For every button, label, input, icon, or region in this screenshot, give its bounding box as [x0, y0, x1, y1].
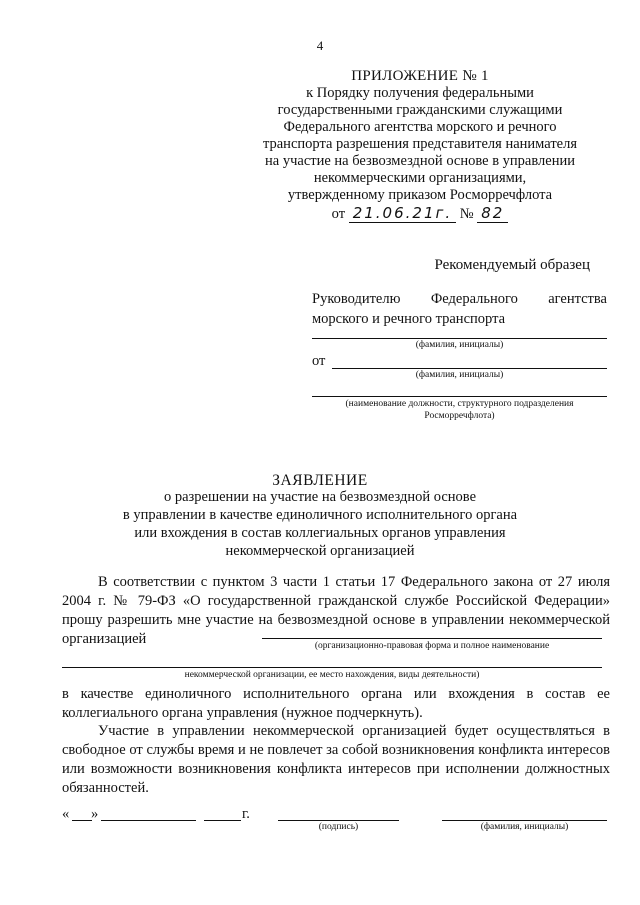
addressee-line-2: морского и речного транспорта — [312, 311, 506, 327]
statement-subtitle-line: о разрешении на участие на безвозмездной основе — [163, 489, 477, 505]
appendix-line: на участие на безвозмездной основе в управлении — [265, 153, 575, 169]
year-suffix: г. — [242, 806, 250, 822]
body-paragraph-2: в качестве единоличного исполнительного органа или вхождения в состав ее коллегиального органа управления (нужное подчеркнуть). — [62, 686, 610, 721]
appendix-line: Федерального агентства морского и речного — [283, 119, 557, 135]
statement-subtitle-line: или вхождения в состав коллегиальных органов управления — [134, 525, 506, 541]
date-open-quote: « — [62, 806, 70, 822]
body-paragraph-1: В соответствии с пунктом 3 части 1 статьи 17 Федерального закона от 27 июля 2004 г. № 79-ФЗ «О государственной гражданской службе Российской Федерации» прошу разрешить мне участие на безвозмездной основе в управлении некоммерческой организацией — [62, 574, 610, 647]
position-caption-2: Росморречфлота) — [424, 411, 495, 421]
order-number-handwritten: 82 — [477, 204, 508, 223]
addressee-block — [312, 289, 607, 329]
order-date-handwritten: 21.06.21г. — [349, 204, 456, 223]
appendix-header — [250, 68, 590, 223]
statement-title: ЗАЯВЛЕНИЕ — [272, 472, 368, 489]
statement-subtitle-line: некоммерческой организацией — [225, 543, 415, 559]
statement-subtitle — [110, 488, 530, 560]
signature-caption: (подпись) — [318, 822, 359, 832]
position-caption: (наименование должности, структурного подразделения — [345, 399, 574, 409]
appendix-line: транспорта разрешения представителя нанимателя — [262, 136, 577, 152]
from-label: от — [312, 353, 326, 369]
date-day-line[interactable] — [72, 820, 92, 821]
from-name-line[interactable] — [332, 368, 607, 369]
from-name-caption: (фамилия, инициалы) — [415, 370, 504, 380]
org-caption-2: некоммерческой организации, ее место нахождения, виды деятельности) — [184, 670, 480, 680]
statement-subtitle-line: в управлении в качестве единоличного исполнительного органа — [122, 507, 518, 523]
signer-name-line[interactable] — [442, 820, 607, 821]
order-number-label: № — [459, 206, 474, 222]
signature-line[interactable] — [278, 820, 399, 821]
org-name-line-1[interactable] — [262, 638, 602, 639]
date-year-line[interactable] — [204, 820, 241, 821]
org-caption-1: (организационно-правовая форма и полное наименование — [314, 641, 550, 651]
order-from-label: от — [331, 206, 346, 222]
signer-name-caption: (фамилия, инициалы) — [480, 822, 569, 832]
sample-label: Рекомендуемый образец — [434, 257, 590, 273]
head-name-line[interactable] — [312, 338, 607, 339]
date-close-quote: » — [91, 806, 99, 822]
org-name-line-2[interactable] — [62, 667, 602, 668]
addressee-line-1 — [312, 289, 607, 309]
order-date-number — [250, 205, 590, 223]
appendix-title: ПРИЛОЖЕНИЕ № 1 — [351, 68, 489, 84]
position-line[interactable] — [312, 396, 607, 397]
appendix-line: к Порядку получения федеральными — [306, 85, 534, 101]
appendix-line: некоммерческими организациями, — [313, 170, 527, 186]
page-number: 4 — [316, 38, 324, 53]
addressee-word: Руководителю — [312, 291, 401, 307]
body-paragraph-3: Участие в управлении некоммерческой организацией будет осуществляться в свободное от службы время и не повлечет за собой возникновения конфликта интересов или возможности возникновения конфликта интересов при исполнении должностных обязанностей. — [62, 723, 610, 796]
date-month-line[interactable] — [101, 820, 196, 821]
appendix-line: государственными гражданскими служащими — [277, 102, 563, 118]
addressee-word: Федерального — [430, 291, 518, 307]
addressee-word: агентства — [548, 291, 607, 307]
appendix-line: утвержденному приказом Росморречфлота — [287, 187, 553, 203]
head-name-caption: (фамилия, инициалы) — [415, 340, 504, 350]
